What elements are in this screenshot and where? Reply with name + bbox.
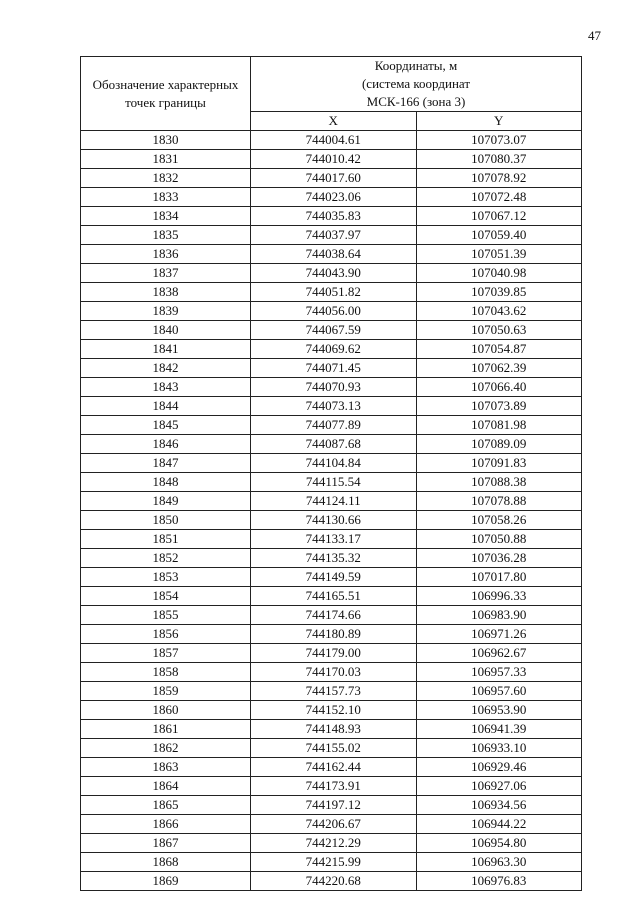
table-row bbox=[81, 530, 582, 549]
point-id-cell: 1842 bbox=[81, 359, 251, 378]
table-row bbox=[81, 796, 582, 815]
point-id-cell: 1857 bbox=[81, 644, 251, 663]
x-coordinate-cell: 744010.42 bbox=[251, 150, 417, 169]
table-row bbox=[81, 682, 582, 701]
table-row bbox=[81, 701, 582, 720]
table-row bbox=[81, 378, 582, 397]
point-id-cell: 1849 bbox=[81, 492, 251, 511]
y-coordinate-cell: 107051.39 bbox=[416, 245, 582, 264]
x-coordinate-cell: 744056.00 bbox=[251, 302, 417, 321]
table-row bbox=[81, 739, 582, 758]
point-id-cell: 1847 bbox=[81, 454, 251, 473]
y-coordinate-cell: 107088.38 bbox=[416, 473, 582, 492]
x-coordinate-cell: 744038.64 bbox=[251, 245, 417, 264]
x-coordinate-cell: 744170.03 bbox=[251, 663, 417, 682]
point-id-cell: 1832 bbox=[81, 169, 251, 188]
point-id-cell: 1843 bbox=[81, 378, 251, 397]
x-coordinate-cell: 744180.89 bbox=[251, 625, 417, 644]
table-row bbox=[81, 226, 582, 245]
coordinates-table bbox=[80, 56, 582, 891]
table-row bbox=[81, 397, 582, 416]
x-coordinate-cell: 744155.02 bbox=[251, 739, 417, 758]
table-row bbox=[81, 777, 582, 796]
x-coordinate-cell: 744071.45 bbox=[251, 359, 417, 378]
point-id-cell: 1833 bbox=[81, 188, 251, 207]
y-coordinate-cell: 107039.85 bbox=[416, 283, 582, 302]
x-coordinate-cell: 744162.44 bbox=[251, 758, 417, 777]
table-row bbox=[81, 720, 582, 739]
x-coordinate-cell: 744206.67 bbox=[251, 815, 417, 834]
table-row bbox=[81, 587, 582, 606]
point-id-cell: 1848 bbox=[81, 473, 251, 492]
table-row bbox=[81, 245, 582, 264]
x-coordinate-cell: 744220.68 bbox=[251, 872, 417, 891]
point-id-cell: 1855 bbox=[81, 606, 251, 625]
x-coordinate-cell: 744067.59 bbox=[251, 321, 417, 340]
header-x: X bbox=[251, 112, 417, 131]
y-coordinate-cell: 106944.22 bbox=[416, 815, 582, 834]
x-coordinate-cell: 744037.97 bbox=[251, 226, 417, 245]
table-row bbox=[81, 872, 582, 891]
y-coordinate-cell: 107040.98 bbox=[416, 264, 582, 283]
point-id-cell: 1869 bbox=[81, 872, 251, 891]
point-id-cell: 1838 bbox=[81, 283, 251, 302]
table-row bbox=[81, 568, 582, 587]
page-number: 47 bbox=[588, 28, 601, 43]
table-row bbox=[81, 834, 582, 853]
y-coordinate-cell: 106954.80 bbox=[416, 834, 582, 853]
x-coordinate-cell: 744124.11 bbox=[251, 492, 417, 511]
table-row bbox=[81, 207, 582, 226]
y-coordinate-cell: 107078.88 bbox=[416, 492, 582, 511]
x-coordinate-cell: 744133.17 bbox=[251, 530, 417, 549]
point-id-cell: 1863 bbox=[81, 758, 251, 777]
y-coordinate-cell: 106934.56 bbox=[416, 796, 582, 815]
point-id-cell: 1865 bbox=[81, 796, 251, 815]
table-row bbox=[81, 758, 582, 777]
y-coordinate-cell: 107062.39 bbox=[416, 359, 582, 378]
x-coordinate-cell: 744087.68 bbox=[251, 435, 417, 454]
table-row bbox=[81, 473, 582, 492]
y-coordinate-cell: 107050.88 bbox=[416, 530, 582, 549]
point-id-cell: 1839 bbox=[81, 302, 251, 321]
x-coordinate-cell: 744148.93 bbox=[251, 720, 417, 739]
point-id-cell: 1860 bbox=[81, 701, 251, 720]
point-id-cell: 1844 bbox=[81, 397, 251, 416]
table-row bbox=[81, 283, 582, 302]
table-row bbox=[81, 188, 582, 207]
y-coordinate-cell: 107036.28 bbox=[416, 549, 582, 568]
point-id-cell: 1850 bbox=[81, 511, 251, 530]
x-coordinate-cell: 744043.90 bbox=[251, 264, 417, 283]
y-coordinate-cell: 107073.89 bbox=[416, 397, 582, 416]
y-coordinate-cell: 107080.37 bbox=[416, 150, 582, 169]
x-coordinate-cell: 744165.51 bbox=[251, 587, 417, 606]
header-coordinates-line1: Координаты, м bbox=[374, 58, 458, 73]
x-coordinate-cell: 744174.66 bbox=[251, 606, 417, 625]
y-coordinate-cell: 106976.83 bbox=[416, 872, 582, 891]
y-coordinate-cell: 107058.26 bbox=[416, 511, 582, 530]
table-row bbox=[81, 454, 582, 473]
y-coordinate-cell: 107054.87 bbox=[416, 340, 582, 359]
y-coordinate-cell: 106983.90 bbox=[416, 606, 582, 625]
table-row bbox=[81, 359, 582, 378]
table-row bbox=[81, 340, 582, 359]
x-coordinate-cell: 744073.13 bbox=[251, 397, 417, 416]
header-coordinates-line3: МСК-166 (зона 3) bbox=[366, 94, 466, 109]
y-coordinate-cell: 106962.67 bbox=[416, 644, 582, 663]
table-row bbox=[81, 853, 582, 872]
point-id-cell: 1852 bbox=[81, 549, 251, 568]
x-coordinate-cell: 744104.84 bbox=[251, 454, 417, 473]
point-id-cell: 1867 bbox=[81, 834, 251, 853]
header-coordinates-line2: (система координат bbox=[361, 76, 471, 91]
point-id-cell: 1856 bbox=[81, 625, 251, 644]
y-coordinate-cell: 107043.62 bbox=[416, 302, 582, 321]
y-coordinate-cell: 107091.83 bbox=[416, 454, 582, 473]
point-id-cell: 1868 bbox=[81, 853, 251, 872]
y-coordinate-cell: 106927.06 bbox=[416, 777, 582, 796]
y-coordinate-cell: 107073.07 bbox=[416, 131, 582, 150]
point-id-cell: 1835 bbox=[81, 226, 251, 245]
x-coordinate-cell: 744152.10 bbox=[251, 701, 417, 720]
y-coordinate-cell: 106971.26 bbox=[416, 625, 582, 644]
point-id-cell: 1845 bbox=[81, 416, 251, 435]
y-coordinate-cell: 107059.40 bbox=[416, 226, 582, 245]
table-row bbox=[81, 549, 582, 568]
table-row bbox=[81, 131, 582, 150]
point-id-cell: 1853 bbox=[81, 568, 251, 587]
y-coordinate-cell: 106933.10 bbox=[416, 739, 582, 758]
x-coordinate-cell: 744004.61 bbox=[251, 131, 417, 150]
x-coordinate-cell: 744197.12 bbox=[251, 796, 417, 815]
point-id-cell: 1834 bbox=[81, 207, 251, 226]
point-id-cell: 1859 bbox=[81, 682, 251, 701]
x-coordinate-cell: 744215.99 bbox=[251, 853, 417, 872]
y-coordinate-cell: 107017.80 bbox=[416, 568, 582, 587]
point-id-cell: 1854 bbox=[81, 587, 251, 606]
y-coordinate-cell: 106963.30 bbox=[416, 853, 582, 872]
point-id-cell: 1866 bbox=[81, 815, 251, 834]
y-coordinate-cell: 107089.09 bbox=[416, 435, 582, 454]
y-coordinate-cell: 106929.46 bbox=[416, 758, 582, 777]
x-coordinate-cell: 744051.82 bbox=[251, 283, 417, 302]
x-coordinate-cell: 744017.60 bbox=[251, 169, 417, 188]
y-coordinate-cell: 106941.39 bbox=[416, 720, 582, 739]
x-coordinate-cell: 744115.54 bbox=[251, 473, 417, 492]
table-row bbox=[81, 264, 582, 283]
point-id-cell: 1861 bbox=[81, 720, 251, 739]
point-id-cell: 1858 bbox=[81, 663, 251, 682]
y-coordinate-cell: 106996.33 bbox=[416, 587, 582, 606]
table-row bbox=[81, 606, 582, 625]
table-body bbox=[81, 131, 582, 891]
table-row bbox=[81, 663, 582, 682]
point-id-cell: 1837 bbox=[81, 264, 251, 283]
x-coordinate-cell: 744135.32 bbox=[251, 549, 417, 568]
x-coordinate-cell: 744035.83 bbox=[251, 207, 417, 226]
point-id-cell: 1841 bbox=[81, 340, 251, 359]
y-coordinate-cell: 106953.90 bbox=[416, 701, 582, 720]
point-id-cell: 1830 bbox=[81, 131, 251, 150]
header-coordinates bbox=[251, 57, 582, 112]
x-coordinate-cell: 744212.29 bbox=[251, 834, 417, 853]
y-coordinate-cell: 107067.12 bbox=[416, 207, 582, 226]
point-id-cell: 1851 bbox=[81, 530, 251, 549]
table-row bbox=[81, 435, 582, 454]
y-coordinate-cell: 107066.40 bbox=[416, 378, 582, 397]
point-id-cell: 1864 bbox=[81, 777, 251, 796]
table-row bbox=[81, 321, 582, 340]
header-y: Y bbox=[416, 112, 582, 131]
table-row bbox=[81, 625, 582, 644]
y-coordinate-cell: 107078.92 bbox=[416, 169, 582, 188]
table-row bbox=[81, 644, 582, 663]
point-id-cell: 1846 bbox=[81, 435, 251, 454]
table-row bbox=[81, 169, 582, 188]
y-coordinate-cell: 107081.98 bbox=[416, 416, 582, 435]
point-id-cell: 1831 bbox=[81, 150, 251, 169]
table-row bbox=[81, 511, 582, 530]
y-coordinate-cell: 106957.60 bbox=[416, 682, 582, 701]
y-coordinate-cell: 106957.33 bbox=[416, 663, 582, 682]
table-row bbox=[81, 815, 582, 834]
header-point-designation: Обозначение характерных точек границы bbox=[81, 57, 251, 131]
x-coordinate-cell: 744077.89 bbox=[251, 416, 417, 435]
x-coordinate-cell: 744023.06 bbox=[251, 188, 417, 207]
x-coordinate-cell: 744157.73 bbox=[251, 682, 417, 701]
x-coordinate-cell: 744149.59 bbox=[251, 568, 417, 587]
point-id-cell: 1836 bbox=[81, 245, 251, 264]
table-row bbox=[81, 302, 582, 321]
y-coordinate-cell: 107050.63 bbox=[416, 321, 582, 340]
x-coordinate-cell: 744070.93 bbox=[251, 378, 417, 397]
x-coordinate-cell: 744173.91 bbox=[251, 777, 417, 796]
table-row bbox=[81, 492, 582, 511]
x-coordinate-cell: 744179.00 bbox=[251, 644, 417, 663]
x-coordinate-cell: 744130.66 bbox=[251, 511, 417, 530]
x-coordinate-cell: 744069.62 bbox=[251, 340, 417, 359]
table-row bbox=[81, 150, 582, 169]
point-id-cell: 1840 bbox=[81, 321, 251, 340]
point-id-cell: 1862 bbox=[81, 739, 251, 758]
y-coordinate-cell: 107072.48 bbox=[416, 188, 582, 207]
table-row bbox=[81, 416, 582, 435]
